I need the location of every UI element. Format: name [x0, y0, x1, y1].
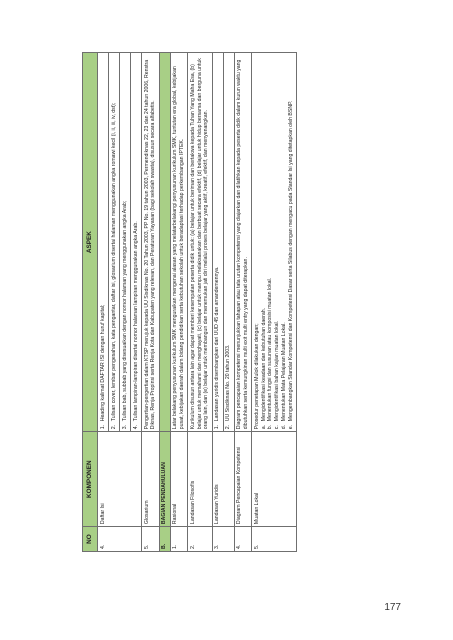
row-component: Rasional — [170, 432, 188, 527]
item-number: 1. — [214, 424, 221, 430]
row-aspect-item — [131, 53, 142, 432]
table-row — [212, 53, 223, 552]
section-empty — [159, 53, 170, 432]
row-number: B. — [159, 527, 170, 552]
row-aspect: Kurikulum disusun antara lain agar dapat memberi kesempatan peserta didik untuk: (a) belajar untuk beriman dan bertakwa kepada Tuhan Yang Maha Esa, (b) belajar untuk memahami dan menghayati, (c) belajar untuk mampu melaksanakan dan berbuat secara efektif, (d) belajar untuk hidup bersama dan berguna untuk orang lain, dan (e) belajar untuk membangun dan menemukan jati diri melalui proses belajar yang aktif, kreatif, efektif, dan menyenangkan. — [188, 53, 212, 432]
table-row — [170, 53, 188, 552]
row-aspect: Pengertian-pengertian dalam KTSP merujuk kepada UU Sisdiknas No. 20 Tahun 2003, PP No. 19 tahun 2003, Permendiknas 22, 23 dan 24 tahun 2006, Renstra Diknas, Renja Propinsi serta Renja Kota dan Kabupaten yang relevan, dan Peraturan Yayasan (bagi sekolah swasta), disusun secara alfabetis. — [142, 53, 160, 432]
header-no: NO — [83, 527, 98, 552]
row-number: 2. — [188, 527, 212, 552]
item-text: Tulisan cover, lembar pengesahan, kata pengantar, daftar isi, glosarium disertai halaman menggunakan angka romawi kecil (i, ii, iii, iv, dst); — [110, 102, 117, 422]
header-komponen: KOMPONEN — [83, 432, 98, 527]
aspect-sublist — [261, 55, 295, 429]
table-row — [234, 53, 252, 552]
rotated-page-content — [82, 52, 453, 552]
item-number: 1. — [99, 424, 106, 430]
table-row — [188, 53, 212, 552]
item-letter: a. — [260, 424, 267, 430]
row-aspect-item — [98, 53, 109, 432]
item-text: Mengidentifikasi keadaan dan kebutuhan daerah. — [260, 307, 267, 422]
list-item — [261, 55, 268, 429]
item-letter: e. — [287, 424, 294, 430]
table-row — [252, 53, 297, 552]
table-row — [142, 53, 160, 552]
list-item — [267, 55, 274, 429]
item-number: 4. — [132, 424, 139, 430]
item-text: Mengidentifikasi bahan kajian muatan lokal. — [274, 320, 281, 422]
item-text: UU Sisdiknas No. 20 tahun 2003. — [225, 344, 232, 422]
row-aspect: Diagram pencapaian kompetensi menunjukkan tahapan atau tata urutan kompetensi yang diajarkan dan dilatihkan kepada peserta didik dalam kurun waktu yang dibutuhkan serta kemungkinan multi exit multi entry yang dapat diterapkan. — [234, 53, 252, 432]
page-number: 177 — [384, 602, 401, 613]
row-number: 3. — [212, 527, 234, 552]
item-text: Landasan yuridis disembangkan dari UUD 45 dan amandemennya. — [214, 266, 221, 422]
item-text: Tulisan lampiran-lampiran disertai nomor halaman lampiran menggunakan angka Arab. — [132, 221, 139, 422]
item-letter: d. — [280, 424, 287, 430]
item-text: Menentukan Mata Pelajaran Muatan Lokal. — [280, 322, 287, 422]
list-item — [281, 55, 288, 429]
table-header-row — [83, 53, 98, 552]
table-body — [98, 53, 297, 552]
row-number: 5. — [142, 527, 160, 552]
row-component: Glosarium — [142, 432, 160, 527]
item-number: 2. — [225, 424, 232, 430]
row-component: Muatan Lokal — [252, 432, 297, 527]
row-aspect-item — [109, 53, 120, 432]
item-number: 2. — [110, 424, 117, 430]
item-text: Menentukan fungsi dan susunan atau komposisi muatan lokal. — [267, 277, 274, 422]
row-number: 4. — [98, 527, 142, 552]
row-component: Landasan Yuridis — [212, 432, 234, 527]
row-aspect-item — [212, 53, 223, 432]
row-number: 4. — [234, 527, 252, 552]
item-text: Tulisan bab, subbab yang disesuaikan dengan nomor halaman yang menggunakan angka Arab; — [121, 200, 128, 422]
header-aspek: ASPEK — [83, 53, 98, 432]
row-aspect-item — [120, 53, 131, 432]
row-component: Diagram Pencapaian Kompetensi — [234, 432, 252, 527]
list-item — [288, 55, 295, 429]
row-number: 5. — [252, 527, 297, 552]
item-number: 3. — [121, 424, 128, 430]
row-component: BAGIAN PENDAHULUAN — [159, 432, 170, 527]
list-item — [274, 55, 281, 429]
item-letter: c. — [274, 425, 281, 430]
row-number: 1. — [170, 527, 188, 552]
row-aspect-item — [223, 53, 234, 432]
section-row — [159, 53, 170, 552]
row-component: Landasan Filosofis — [188, 432, 212, 527]
row-aspect: Latar belakang penyusunan kurikulum SMK menguraikan mengenai alasan yang melatarbelakangi penyusunan kurikulum SMK, tuntutan era global, kebijakan pusat, kebijakan daerah dalam bidang pendidikan serta kebutuhan sekolah untuk beradaptasi terhadap perkembangan IPTEK. — [170, 53, 188, 432]
table-row — [98, 53, 109, 552]
item-text: Heading kalimat DAFTAR ISI dengan huruf kapital; — [99, 304, 106, 422]
row-aspect — [252, 53, 297, 432]
item-letter: b. — [267, 424, 274, 430]
aspect-table — [82, 52, 297, 552]
item-text: Mengembangkan Standar Kompetensi dan Kompetensi Dasar serta Silabus dengan mengacu pada Standar Isi yang ditetapkan oleh BSNP. — [287, 100, 294, 422]
row-component: Daftar Isi — [98, 432, 142, 527]
aspect-intro: Prosedur penetapan Mulok dilakukan dengan; — [253, 323, 260, 430]
